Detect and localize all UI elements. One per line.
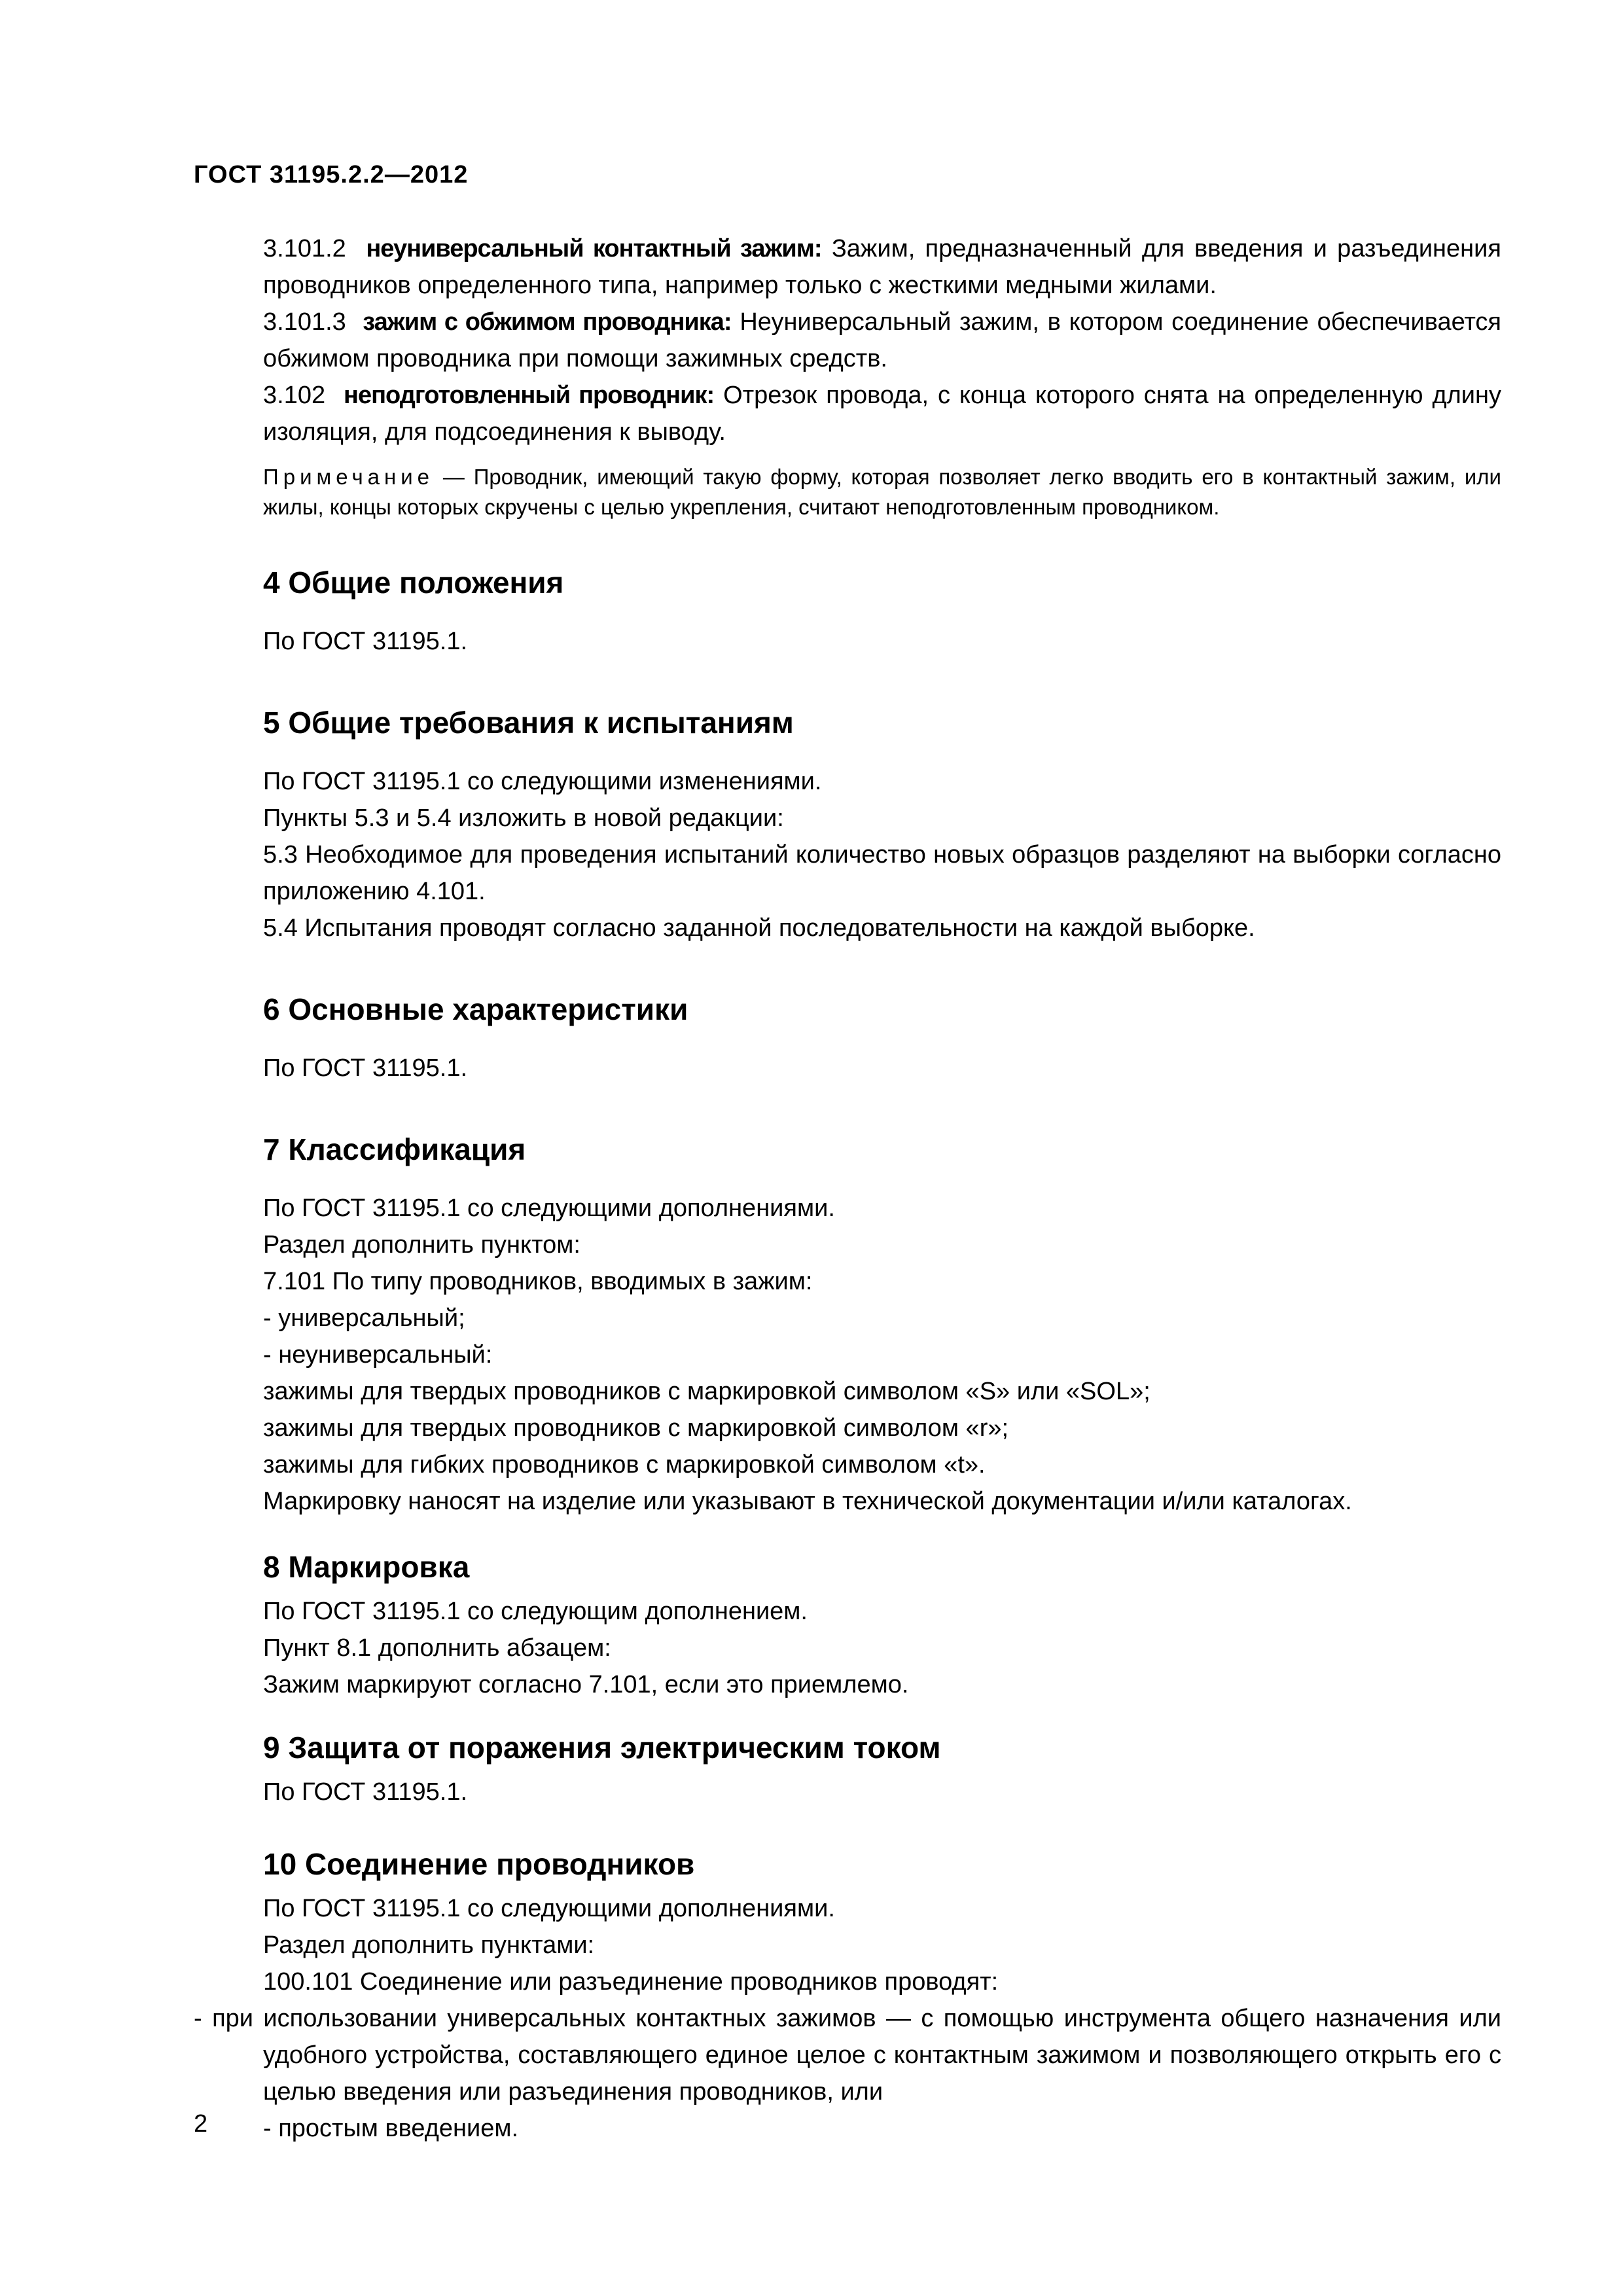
list-item: - неуниверсальный:: [263, 1341, 493, 1369]
page-number: 2: [194, 2110, 208, 2138]
section-8-line: Зажим маркируют согласно 7.101, если это приемлемо.: [263, 1671, 909, 1698]
definition-3-102: [194, 377, 1501, 450]
section-4-heading: 4 Общие положения: [263, 565, 564, 600]
definition-number: 3.101.3: [263, 308, 346, 336]
section-7-line: зажимы для твердых проводников с маркировкой символом «r»;: [263, 1414, 1009, 1442]
definition-number: 3.102: [263, 382, 326, 409]
definition-text: Отрезок провода, с конца которого снята на определенную длину изоляция, для подсоединения к выводу.: [263, 382, 1502, 446]
clause-7-101: 7.101 По типу проводников, вводимых в зажим:: [263, 1268, 813, 1295]
definition-3-101-2: [194, 230, 1501, 304]
section-6-heading: 6 Основные характеристики: [263, 992, 688, 1026]
section-7-line: Маркировку наносят на изделие или указывают в технической документации и/или каталогах.: [263, 1488, 1352, 1515]
document-header: ГОСТ 31195.2.2—2012: [194, 161, 469, 188]
list-item: - универсальный;: [263, 1304, 465, 1332]
section-8-line: Пункт 8.1 дополнить абзацем:: [263, 1634, 611, 1662]
definition-term: неподготовленный проводник:: [344, 382, 715, 409]
section-10-line: Раздел дополнить пунктами:: [263, 1931, 595, 1959]
note-text: — Проводник, имеющий такую форму, которая позволяет легко вводить его в контактный зажим, или жилы, концы которых скручены с целью укрепления, считают неподготовленным проводником.: [263, 465, 1501, 519]
definition-text: Неуниверсальный зажим, в котором соединение обеспечивается обжимом проводника при помощи зажимных средств.: [263, 308, 1502, 372]
section-10-line: По ГОСТ 31195.1 со следующими дополнениями.: [263, 1895, 835, 1922]
section-5-text: Пункты 5.3 и 5.4 изложить в новой редакции:: [263, 804, 784, 832]
section-4-text: По ГОСТ 31195.1.: [263, 628, 468, 655]
clause-5-3: 5.3 Необходимое для проведения испытаний количество новых образцов разделяют на выборки согласно приложению 4.101.: [263, 841, 1501, 905]
section-7-line: зажимы для гибких проводников с маркировкой символом «t».: [263, 1451, 986, 1479]
list-item: - простым введением.: [263, 2115, 519, 2142]
note-label: Примечание: [263, 465, 435, 489]
list-item: - при использовании универсальных контактных зажимов — с помощью инструмента общего назначения или удобного устройства, составляющего единое целое с контактным зажимом и позволяющего открыть его с целью введения или разъединения проводников, или: [194, 2005, 1501, 2106]
definition-text: Зажим, предназначенный для введения и разъединения проводников определенного типа, например только с жесткими медными жилами.: [263, 235, 1501, 299]
section-7-line: По ГОСТ 31195.1 со следующими дополнениями.: [263, 1194, 835, 1222]
note-paragraph: [194, 462, 1501, 522]
section-10-heading: 10 Соединение проводников: [263, 1847, 695, 1881]
clause-5-4: 5.4 Испытания проводят согласно заданной последовательности на каждой выборке.: [263, 914, 1255, 942]
definition-term: неуниверсальный контактный зажим:: [366, 235, 822, 262]
section-7-line: Раздел дополнить пунктом:: [263, 1231, 580, 1259]
definition-number: 3.101.2: [263, 235, 346, 262]
clause-100-101: 100.101 Соединение или разъединение проводников проводят:: [263, 1968, 999, 1996]
section-5-text: По ГОСТ 31195.1 со следующими изменениями.: [263, 768, 822, 795]
section-7-heading: 7 Классификация: [263, 1132, 526, 1166]
section-8-line: По ГОСТ 31195.1 со следующим дополнением.: [263, 1598, 808, 1625]
definition-3-101-3: [194, 304, 1501, 377]
definition-term: зажим с обжимом проводника:: [363, 308, 732, 336]
section-8-heading: 8 Маркировка: [263, 1550, 470, 1584]
section-6-text: По ГОСТ 31195.1.: [263, 1054, 468, 1082]
section-9-heading: 9 Защита от поражения электрическим током: [263, 1731, 941, 1765]
section-5-heading: 5 Общие требования к испытаниям: [263, 706, 794, 740]
section-7-line: зажимы для твердых проводников с маркировкой символом «S» или «SOL»;: [263, 1378, 1150, 1405]
page-content: [194, 230, 1501, 2147]
section-9-text: По ГОСТ 31195.1.: [263, 1778, 468, 1806]
